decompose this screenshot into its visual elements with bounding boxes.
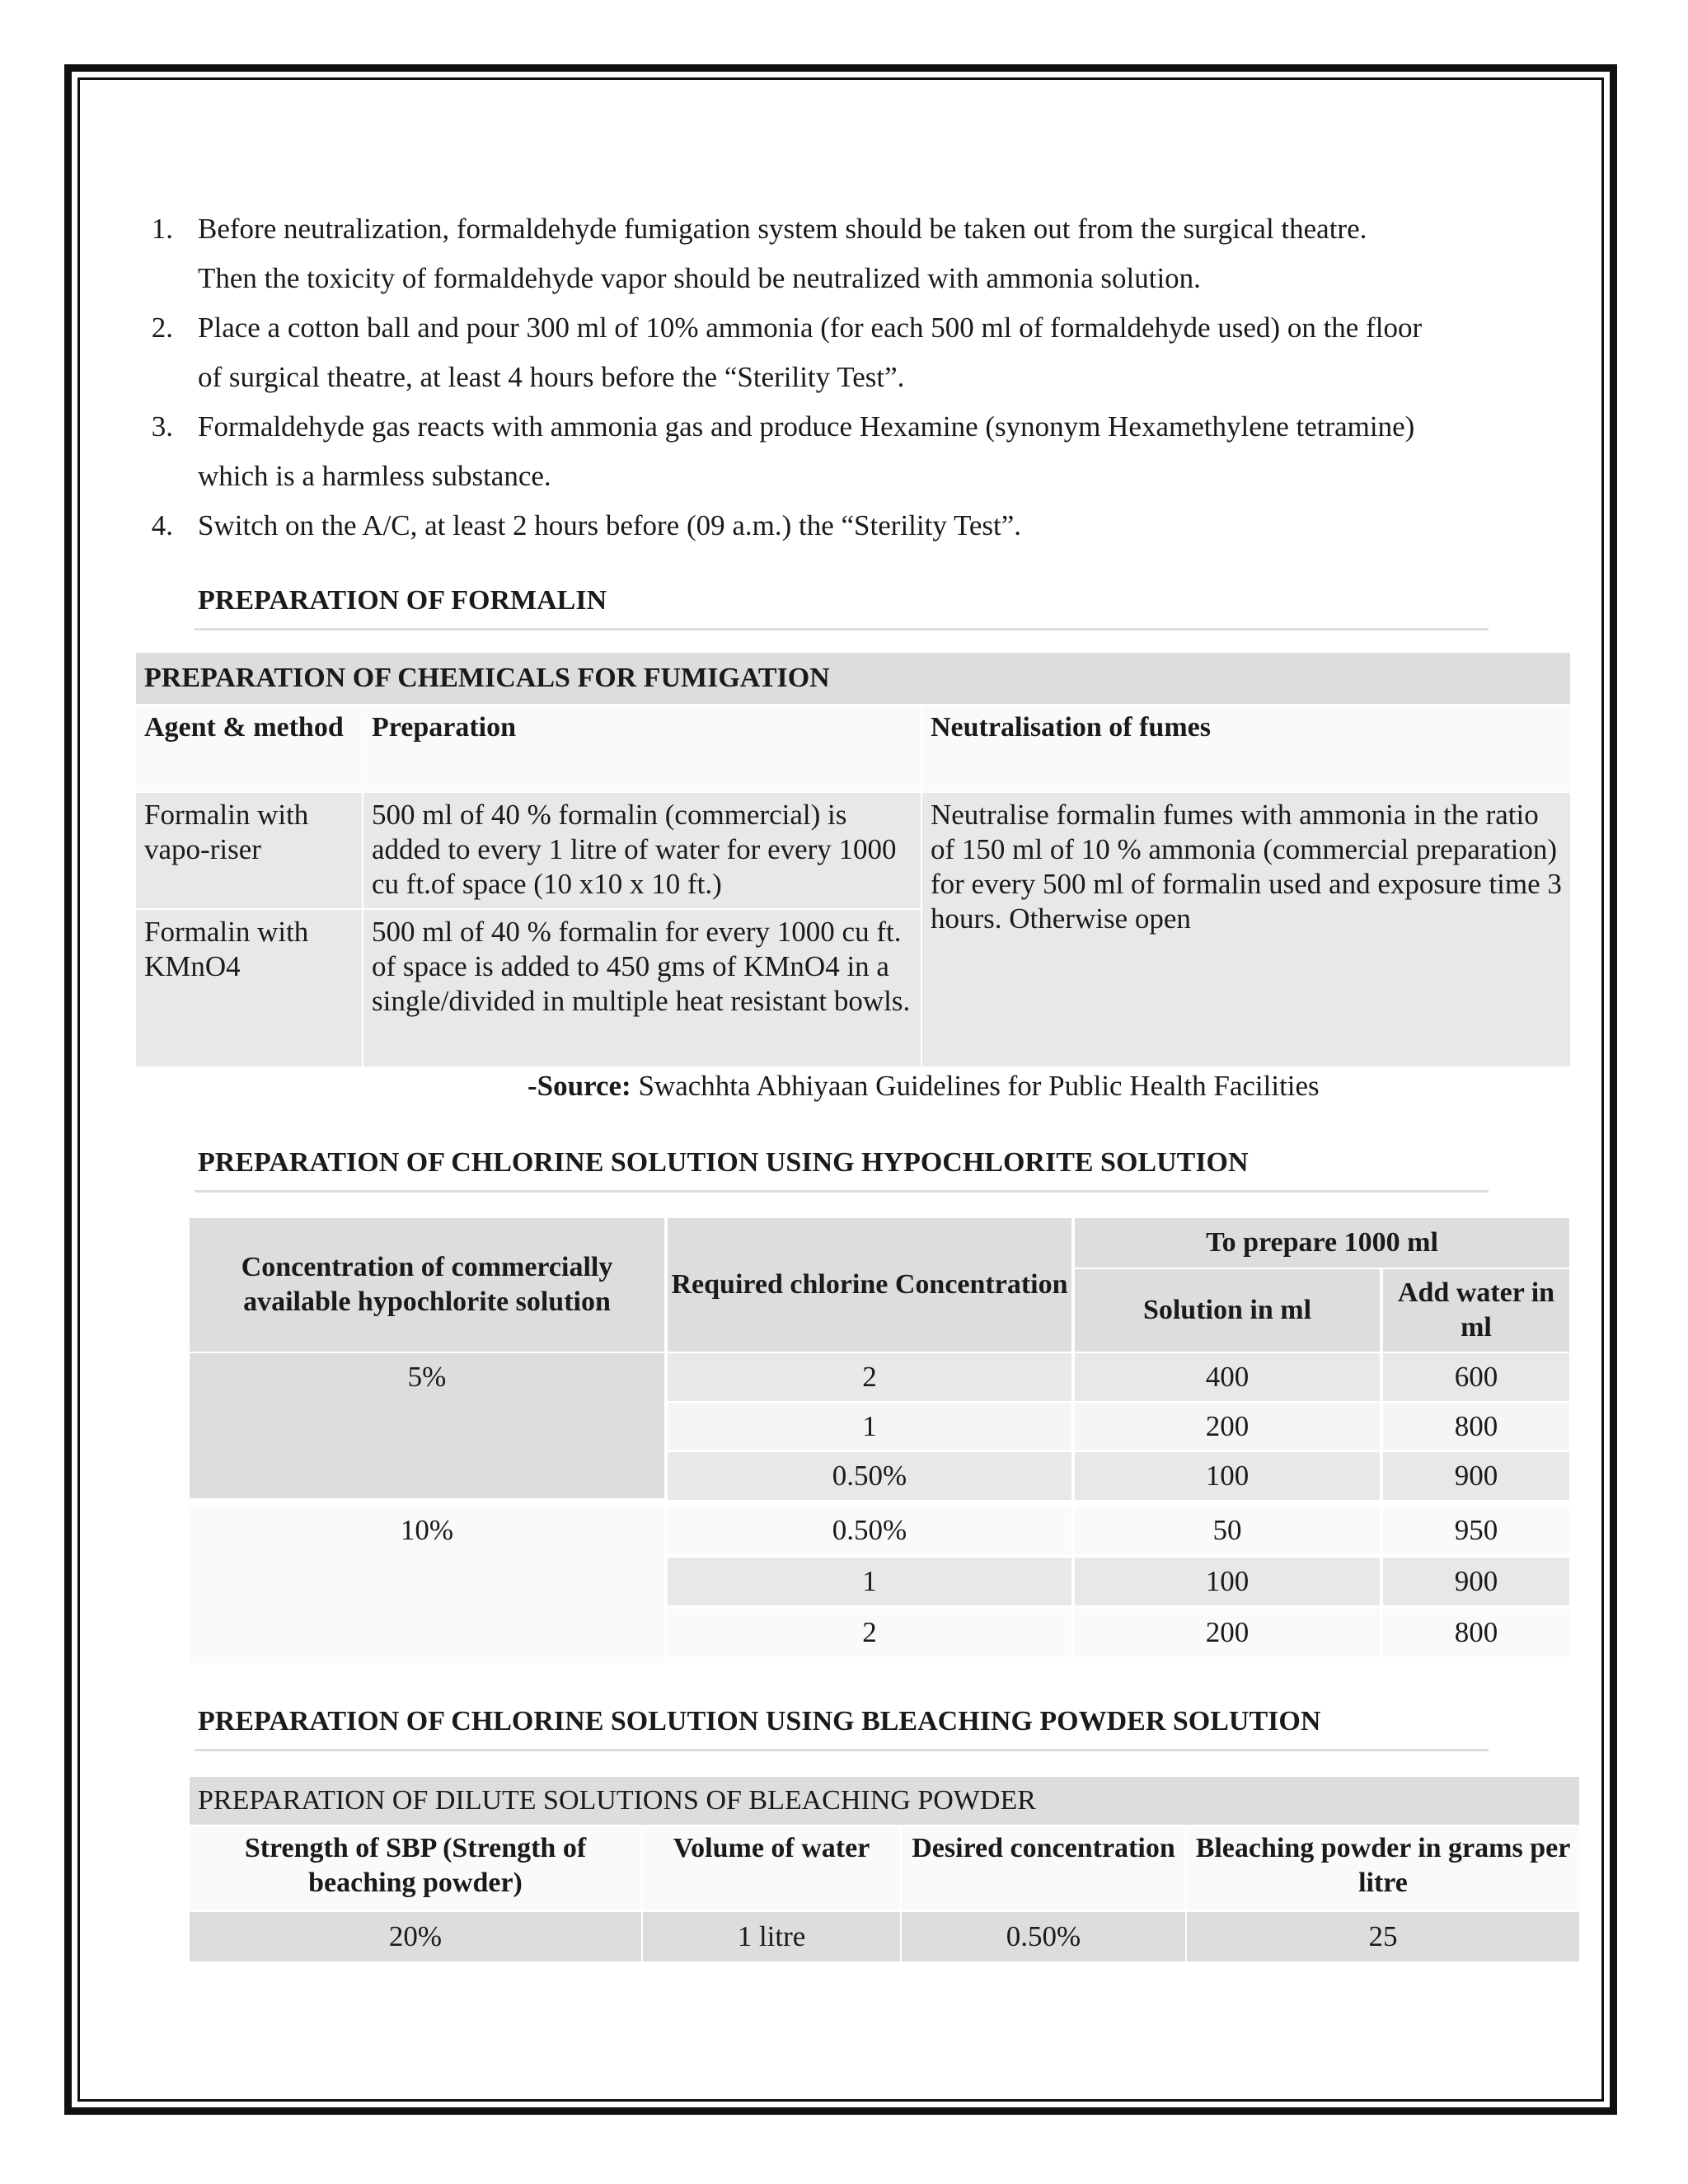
- table-cell: 100: [1075, 1452, 1380, 1500]
- heading-underline: [195, 628, 1489, 630]
- list-number: 3.: [151, 410, 173, 443]
- column-header: Volume of water: [643, 1826, 900, 1910]
- table-cell: 1: [668, 1403, 1071, 1451]
- list-item-text: Then the toxicity of formaldehyde vapor should be neutralized with ammonia solution.: [198, 262, 1201, 294]
- column-header: Agent & method: [136, 705, 362, 791]
- list-number: 4.: [151, 509, 173, 541]
- list-number: 2.: [151, 312, 173, 344]
- column-header: Solution in ml: [1075, 1269, 1380, 1352]
- column-header: Strength of SBP (Strength of beaching powder): [190, 1826, 641, 1910]
- table-cell: 0.50%: [668, 1452, 1071, 1500]
- heading-underline: [195, 1190, 1489, 1193]
- table-cell: 600: [1383, 1353, 1569, 1401]
- table-cell: 1: [668, 1558, 1071, 1605]
- section-heading-formalin: PREPARATION OF FORMALIN: [198, 585, 607, 616]
- source-text: Swachhta Abhiyaan Guidelines for Public Health Facilities: [631, 1070, 1320, 1102]
- table-cell: 400: [1075, 1353, 1380, 1401]
- table-cell: 800: [1383, 1609, 1569, 1657]
- table-title: PREPARATION OF DILUTE SOLUTIONS OF BLEACHING POWDER: [190, 1777, 1579, 1825]
- table-cell: 20%: [190, 1912, 641, 1961]
- list-item-text: which is a harmless substance.: [198, 460, 551, 492]
- list-number: 1.: [151, 213, 173, 245]
- column-header: Preparation: [363, 705, 921, 791]
- column-header: Desired concentration: [902, 1826, 1185, 1910]
- table-cell: 100: [1075, 1558, 1380, 1605]
- table-cell-neutralisation: Neutralise formalin fumes with ammonia in the ratio of 150 ml of 10 % ammonia (commercial preparation) for every 500 ml of formalin used and exposure time 3 hours. Otherwise open: [922, 793, 1570, 1066]
- table-cell: 200: [1075, 1609, 1380, 1657]
- column-header: To prepare 1000 ml: [1075, 1218, 1569, 1268]
- heading-underline: [195, 1749, 1489, 1751]
- table-cell: 2: [668, 1353, 1071, 1401]
- column-header: Neutralisation of fumes: [922, 705, 1570, 791]
- section-heading-bleaching: PREPARATION OF CHLORINE SOLUTION USING BLEACHING POWDER SOLUTION: [198, 1706, 1321, 1736]
- table-cell: 900: [1383, 1558, 1569, 1605]
- table-cell: 900: [1383, 1452, 1569, 1500]
- table-cell: 50: [1075, 1507, 1380, 1554]
- table-cell: 0.50%: [902, 1912, 1185, 1961]
- table-cell: 200: [1075, 1403, 1380, 1451]
- column-header: Required chlorine Concentration: [668, 1218, 1071, 1352]
- column-header: Concentration of commercially available hypochlorite solution: [190, 1218, 664, 1352]
- column-header: Bleaching powder in grams per litre: [1187, 1826, 1579, 1910]
- list-item-text: of surgical theatre, at least 4 hours before the “Sterility Test”.: [198, 361, 905, 393]
- table-cell-concentration: 10%: [190, 1507, 664, 1663]
- table-cell: 25: [1187, 1912, 1579, 1961]
- table-cell-preparation: 500 ml of 40 % formalin for every 1000 cu ft. of space is added to 450 gms of KMnO4 in a single/divided in multiple heat resistant bowls.: [363, 910, 921, 1066]
- list-item-text: Place a cotton ball and pour 300 ml of 10% ammonia (for each 500 ml of formaldehyde used) on the floor: [198, 312, 1423, 344]
- list-item-text: Before neutralization, formaldehyde fumigation system should be taken out from the surgical theatre.: [198, 213, 1367, 245]
- table-cell: 0.50%: [668, 1507, 1071, 1554]
- table-cell-agent: Formalin with vapo-riser: [136, 793, 362, 908]
- table-cell-concentration: 5%: [190, 1353, 664, 1498]
- list-item-text: Switch on the A/C, at least 2 hours before (09 a.m.) the “Sterility Test”.: [198, 509, 1022, 541]
- table-cell: 950: [1383, 1507, 1569, 1554]
- list-item-text: Formaldehyde gas reacts with ammonia gas and produce Hexamine (synonym Hexamethylene tetramine): [198, 410, 1415, 443]
- table-cell: 800: [1383, 1403, 1569, 1451]
- table-cell: 1 litre: [643, 1912, 900, 1961]
- table-cell-preparation: 500 ml of 40 % formalin (commercial) is added to every 1 litre of water for every 1000 cu ft.of space (10 x10 x 10 ft.): [363, 793, 921, 908]
- column-header: Add water in ml: [1383, 1269, 1569, 1352]
- table-title: PREPARATION OF CHEMICALS FOR FUMIGATION: [136, 653, 1570, 704]
- table-cell: 2: [668, 1609, 1071, 1657]
- source-citation: [528, 1062, 1320, 1111]
- table-cell-agent: Formalin with KMnO4: [136, 910, 362, 1066]
- source-label: -Source:: [528, 1070, 631, 1102]
- section-heading-hypochlorite: PREPARATION OF CHLORINE SOLUTION USING HYPOCHLORITE SOLUTION: [198, 1147, 1249, 1178]
